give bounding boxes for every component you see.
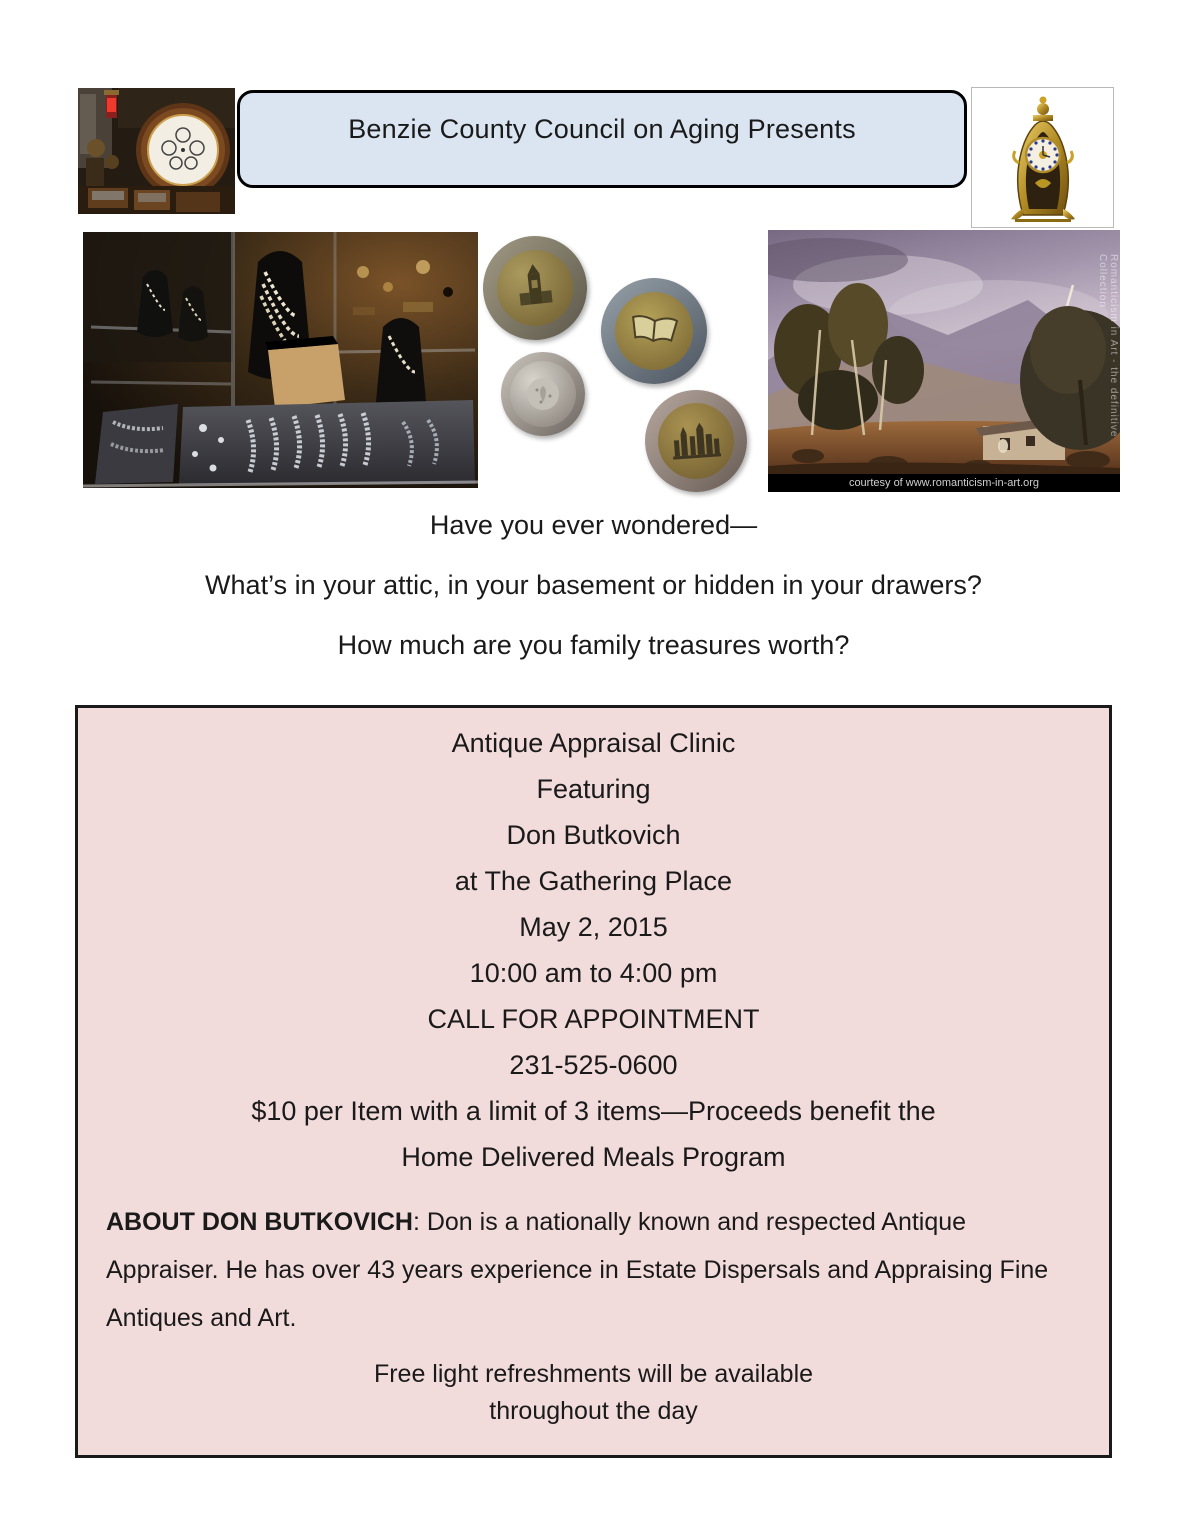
painting-caption: courtesy of www.romanticism-in-art.org bbox=[768, 474, 1120, 492]
banner-title: Benzie County Council on Aging Presents bbox=[348, 113, 856, 144]
about-paragraph bbox=[106, 1198, 1081, 1342]
about-text: : Don is a nationally known and respected Antique Appraiser. He has over 43 years experience in Estate Dispersals and Appraising Fine Antiques and Art. bbox=[106, 1208, 1049, 1332]
coin-book-center bbox=[612, 289, 697, 374]
silver-texture-glyph bbox=[523, 374, 563, 414]
event-location: at The Gathering Place bbox=[454, 866, 733, 896]
jewelry-illustration bbox=[83, 232, 478, 488]
refreshments-line-1: Free light refreshments will be available bbox=[373, 1360, 814, 1388]
refreshments-note bbox=[78, 1356, 1109, 1430]
intro-line-1: Have you ever wondered— bbox=[429, 510, 758, 540]
banner bbox=[237, 90, 967, 188]
painting-watermark: Romanticism in Art - the definitive Collection bbox=[1097, 254, 1119, 438]
antique-shop-illustration bbox=[78, 88, 235, 214]
coin-silver bbox=[501, 352, 585, 436]
event-price-line: $10 per Item with a limit of 3 items—Proceeds benefit the bbox=[251, 1096, 936, 1126]
intro-line-3: How much are you family treasures worth? bbox=[337, 630, 850, 660]
event-time: 10:00 am to 4:00 pm bbox=[469, 958, 718, 988]
castle-skyline-glyph bbox=[669, 419, 724, 463]
coin-church bbox=[478, 231, 592, 345]
coin-castle bbox=[642, 387, 751, 496]
coin-book bbox=[597, 274, 712, 389]
antique-shop-photo bbox=[78, 88, 235, 214]
event-phone-number: 231-525-0600 bbox=[509, 1050, 678, 1080]
event-call-for-appointment: CALL FOR APPOINTMENT bbox=[427, 1004, 760, 1034]
event-title: Antique Appraisal Clinic bbox=[451, 728, 736, 758]
coin-castle-center bbox=[655, 400, 736, 481]
gold-clock-photo bbox=[971, 87, 1114, 228]
intro-line-2: What’s in your attic, in your basement or hidden in your drawers? bbox=[205, 570, 982, 600]
gold-clock-illustration bbox=[993, 93, 1093, 223]
euro-coins-photo bbox=[483, 228, 768, 513]
coin-silver-center bbox=[510, 361, 576, 427]
landscape-illustration bbox=[768, 230, 1120, 474]
event-details-box bbox=[75, 705, 1112, 1458]
jewelry-display-photo bbox=[83, 232, 478, 488]
church-tower-glyph bbox=[513, 262, 558, 314]
open-book-glyph bbox=[629, 311, 680, 351]
event-date: May 2, 2015 bbox=[519, 912, 668, 942]
landscape-painting-photo bbox=[768, 230, 1120, 492]
coin-church-center bbox=[493, 246, 577, 330]
about-label: ABOUT DON BUTKOVICH bbox=[106, 1208, 413, 1236]
refreshments-line-2: throughout the day bbox=[489, 1397, 698, 1425]
event-benefit-program: Home Delivered Meals Program bbox=[401, 1142, 786, 1172]
event-featuring: Featuring bbox=[536, 774, 651, 804]
event-appraiser-name: Don Butkovich bbox=[506, 820, 681, 850]
